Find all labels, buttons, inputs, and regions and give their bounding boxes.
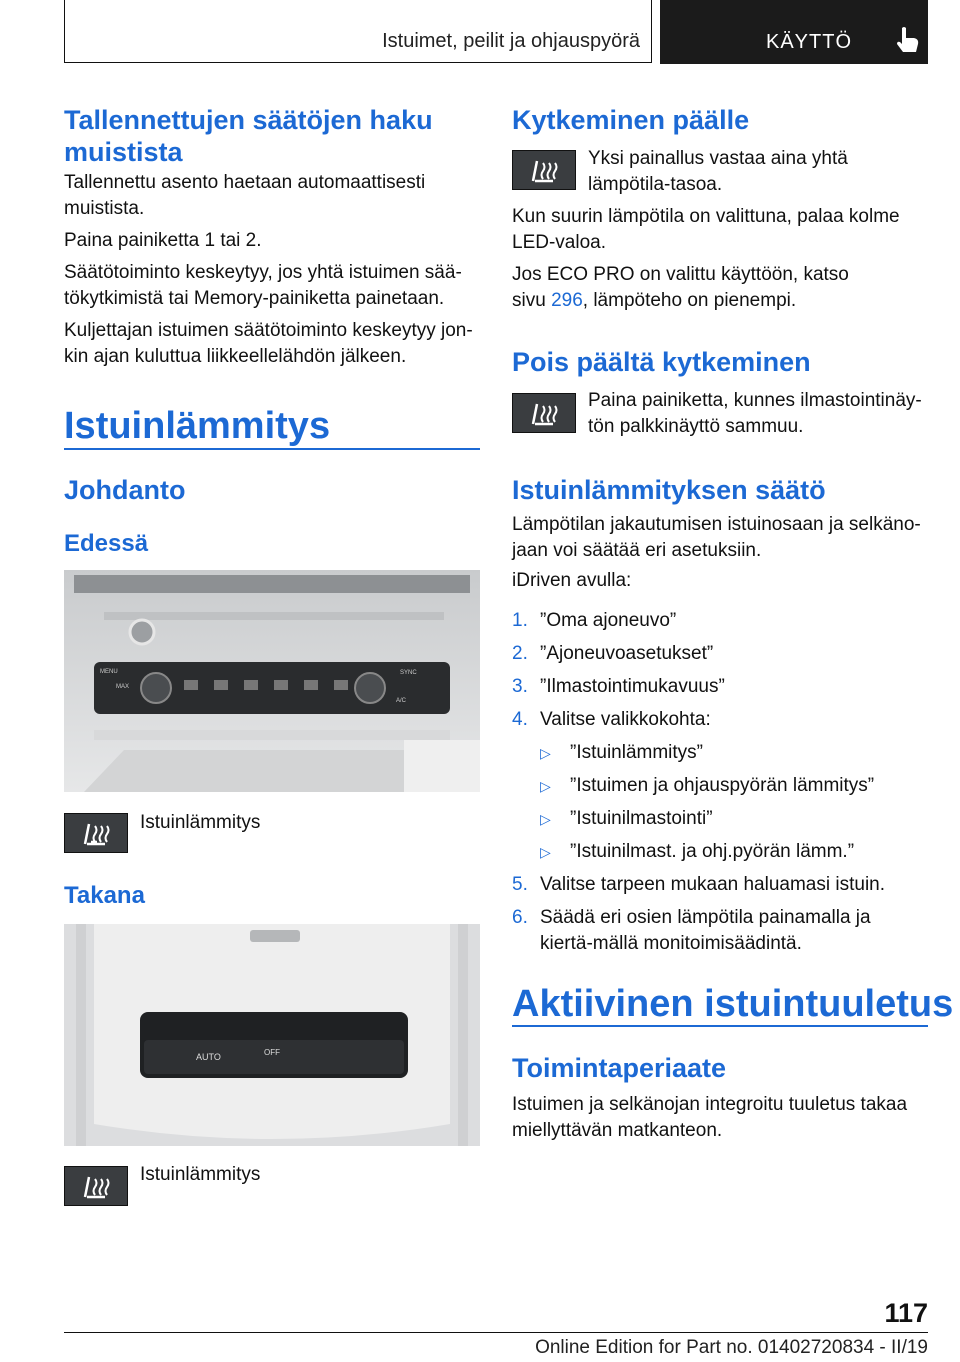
step-number: 1. (512, 610, 528, 631)
front-panel-max: MAX (116, 684, 130, 690)
seat-heating-icon (512, 150, 576, 190)
front-caption: Istuinlämmitys (140, 812, 261, 833)
header-section: KÄYTTÖ (765, 31, 852, 53)
rear-caption: Istuinlämmitys (140, 1164, 261, 1185)
step-text: Valitse valikkokohta: (540, 709, 711, 730)
list-item (512, 839, 932, 872)
list-item (512, 773, 932, 806)
subitem-text: ”Istuinlämmitys” (570, 742, 704, 763)
front-title: Edessä (64, 530, 149, 557)
off-title: Pois päältä kytkeminen (512, 347, 811, 377)
subitem-text: ”Istuinilmastointi” (570, 808, 713, 829)
step-text: ”Ajoneuvoasetukset” (540, 643, 714, 664)
adjust-title: Istuinlämmityksen säätö (512, 475, 826, 505)
seat-heating-icon (64, 813, 128, 853)
memory-p2: Paina painiketta 1 tai 2. (64, 230, 262, 251)
vent-title: Aktiivinen istuintuuletus (512, 983, 954, 1025)
footer-rule (64, 1332, 928, 1333)
on-p3-b: , lämpöteho on pienempi. (582, 290, 797, 311)
footer-watermark (535, 1337, 928, 1359)
triangle-bullet-icon: ▷ (540, 811, 551, 827)
principle-text: Istuimen ja selkänojan integroitu tuuletus takaa miellyttävän matkanteon. (512, 1094, 908, 1141)
step-number: 3. (512, 676, 528, 697)
list-item (512, 674, 932, 707)
steps-list (512, 608, 932, 957)
memory-p3: Säätötoiminto keskeytyy, jos yhtä istuimen sää-tökytkimistä tai Memory-painiketta painetaan. (64, 262, 462, 309)
triangle-bullet-icon: ▷ (540, 745, 551, 761)
memory-title: Tallennettujen säätöjen haku muistista (64, 105, 433, 167)
seat-heating-icon (512, 393, 576, 433)
on-p3 (512, 262, 872, 314)
page-number: 117 (884, 1298, 928, 1328)
footer-edition: Online Edition for Part no. 01402720834 - II/19 (535, 1337, 928, 1358)
rear-panel-off: OFF (264, 1048, 280, 1057)
front-panel-menu: MENU (100, 669, 118, 675)
list-item (512, 905, 932, 957)
adjust-p1: Lämpötilan jakautumisen istuinosaan ja selkäno-jaan voi säätää eri asetuksiin. (512, 514, 921, 561)
front-panel-ac: A/C (396, 698, 407, 704)
list-item (512, 806, 932, 839)
step-number: 2. (512, 643, 528, 664)
rear-title: Takana (64, 882, 145, 909)
list-item (512, 608, 932, 641)
off-text: Paina painiketta, kunnes ilmastointinäy-tön palkkinäyttö sammuu. (588, 390, 922, 437)
rear-climate-photo (64, 924, 480, 1146)
step-text: Valitse tarpeen mukaan haluamasi istuin. (540, 874, 886, 895)
triangle-bullet-icon: ▷ (540, 844, 551, 860)
front-climate-photo (64, 570, 480, 792)
heating-title: Istuinlämmitys (64, 405, 331, 447)
step-number: 6. (512, 907, 528, 928)
memory-p4: Kuljettajan istuimen säätötoiminto keskeytyy jon-kin ajan kuluttua liikkeellelähdön jälkeen. (64, 320, 473, 367)
step-number: 5. (512, 874, 528, 895)
list-item (512, 740, 932, 773)
list-item (512, 872, 932, 905)
header-chapter: Istuimet, peilit ja ohjauspyörä (382, 30, 640, 52)
memory-p1: Tallennettu asento haetaan automaattisesti muistista. (64, 172, 426, 219)
seat-heating-icon (64, 1166, 128, 1206)
adjust-p2: iDriven avulla: (512, 570, 632, 591)
list-item (512, 707, 932, 740)
intro-title: Johdanto (64, 475, 186, 505)
principle-title: Toimintaperiaate (512, 1053, 727, 1083)
step-text: Säädä eri osien lämpötila painamalla ja kiertä-mällä monitoimisäädintä. (540, 907, 871, 954)
list-item (512, 641, 932, 674)
rear-panel-auto: AUTO (196, 1052, 221, 1062)
on-title: Kytkeminen päälle (512, 105, 750, 135)
on-p3-a: Jos ECO PRO on valittu käyttöön, katso sivu (512, 264, 849, 311)
page-link-296[interactable]: 296 (551, 290, 583, 311)
triangle-bullet-icon: ▷ (540, 778, 551, 794)
header-bar (64, 0, 928, 64)
on-text: Yksi painallus vastaa aina yhtä lämpötila-tasoa. (588, 148, 848, 195)
subitem-text: ”Istuinilmast. ja ohj.pyörän lämm.” (570, 841, 855, 862)
step-text: ”Ilmastointimukavuus” (540, 676, 725, 697)
subitem-text: ”Istuimen ja ohjauspyörän lämmitys” (570, 775, 875, 796)
vent-rule (512, 1025, 928, 1027)
front-panel-sync: SYNC (400, 670, 417, 676)
on-p2: Kun suurin lämpötila on valittuna, palaa kolme LED-valoa. (512, 206, 900, 253)
heating-rule (64, 448, 480, 450)
hand-pointer-icon (894, 26, 920, 59)
step-number: 4. (512, 709, 528, 730)
step-text: ”Oma ajoneuvo” (540, 610, 677, 631)
